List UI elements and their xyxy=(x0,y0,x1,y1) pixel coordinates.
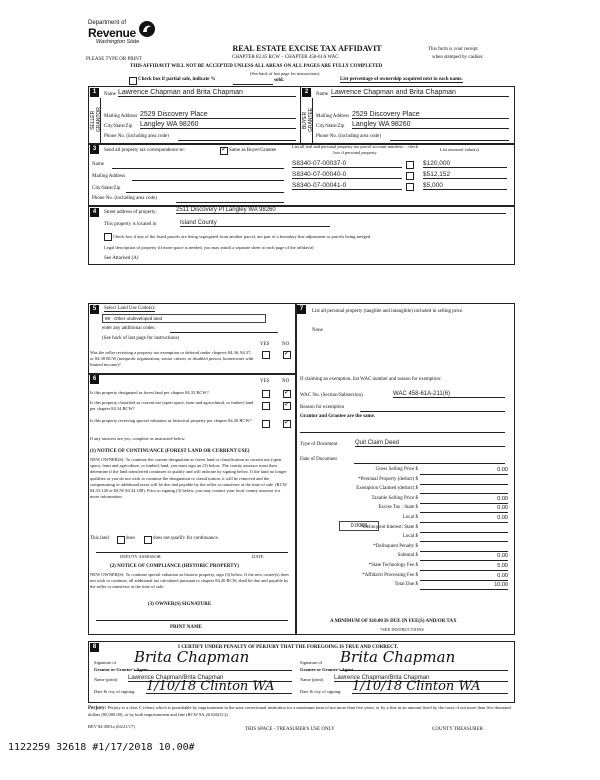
seller-city-label: City/State/Zip xyxy=(104,124,133,129)
tax-row-label: *State Technology Fee $ xyxy=(368,563,418,568)
partial-sale-label: Check box if partial sale, indicate % xyxy=(138,77,216,82)
grantor-date-city[interactable]: 1/10/18 Clinton WA xyxy=(146,680,292,694)
q-current-use: Is this property classified as current use (open space, farm and agricultural, or timber) land per chapter 84.34 RCW? xyxy=(90,400,254,411)
minimum-note: A MINIMUM OF $10.00 IS DUE IN FEE(S) AND/OR TAX xyxy=(330,619,457,624)
tax-row-value[interactable] xyxy=(420,544,508,552)
grantor-name-label: Name (print) xyxy=(94,677,118,682)
tax-row-label: *Personal Property (deduct) $ xyxy=(358,476,418,482)
local-rate-field[interactable]: 0.0050 xyxy=(339,521,379,531)
treasurer-space: THIS SPACE - TREASURER'S USE ONLY xyxy=(245,727,335,732)
tax-row-label: Taxable Selling Price $ xyxy=(371,495,418,501)
section-4-number: 4 xyxy=(90,208,99,217)
receipt-note-2: when stamped by cashier. xyxy=(432,55,484,60)
forest-yes-checkbox[interactable] xyxy=(262,390,270,398)
seller-side-rule xyxy=(100,98,101,143)
dor-logo xyxy=(88,20,166,54)
grantor-sig-line xyxy=(134,670,292,671)
seller-name-label: Name xyxy=(104,92,116,97)
same-as-buyer-checkbox[interactable] xyxy=(220,147,228,155)
seller-address[interactable]: 2529 Discovery Place xyxy=(140,111,296,119)
tax-row-label: Local $ xyxy=(402,515,418,520)
receipt-note-1: This form is your receipt xyxy=(428,47,478,52)
s6-no-header: NO xyxy=(282,379,290,384)
does-checkbox[interactable] xyxy=(117,536,125,544)
doc-date-line xyxy=(354,463,505,464)
personal-property-checkbox[interactable] xyxy=(406,161,414,169)
located-label: This property is located in xyxy=(104,222,157,227)
personal-property-label: List all personal property (tangible and intangible) included in selling price. xyxy=(312,309,464,314)
seller-buyer-divider xyxy=(300,86,301,143)
section-5-number: 5 xyxy=(90,305,99,314)
does-not-label: does not qualify for continuance. xyxy=(153,536,219,541)
seller-city[interactable]: Langley WA 98260 xyxy=(140,121,296,129)
reason-line xyxy=(360,411,505,412)
seller-side-label: SELLER GRANTOR xyxy=(90,107,102,133)
assessed-value[interactable]: $120,000 xyxy=(423,160,507,168)
tax-row-label: Local $ xyxy=(402,534,418,540)
section-6-box xyxy=(88,373,297,635)
exempt-no-checkbox[interactable] xyxy=(283,351,291,359)
current-use-yes-checkbox[interactable] xyxy=(262,402,270,410)
land-use-select[interactable]: 99 - Other undeveloped land xyxy=(102,314,266,323)
warning-line: THIS AFFIDAVIT WILL NOT BE ACCEPTED UNLESS ALL AREAS ON ALL PAGES ARE FULLY COMPLETED xyxy=(130,64,383,69)
same-as-buyer-label: Same as Buyer/Grantee xyxy=(229,148,277,153)
exempt-yes-checkbox[interactable] xyxy=(262,351,270,359)
s3-address-line xyxy=(132,180,284,181)
grantor-signature[interactable]: Brita Chapman xyxy=(134,648,250,666)
assessor-date-label: DATE xyxy=(252,554,264,559)
notice-2-body: NEW OWNER(S): To continue special valuation as historic property, sign (3) below. If the new owner(s) does not wish to continue, all additional tax calculated pursuant to chapter 84.26 RCW, shall be due and payable by the seller or transferor at the time of sale. xyxy=(90,572,289,590)
does-not-checkbox[interactable] xyxy=(144,536,152,544)
exemption-label: If claiming an exemption, list WAC number and reason for exemption: xyxy=(300,377,442,382)
tax-row-label: Subtotal $ xyxy=(397,553,418,559)
s3-city-label: City/State/Zip xyxy=(92,186,121,191)
tax-row-label: *Delinquent Penalty $ xyxy=(373,543,418,549)
buyer-side-label: BUYER GRANTEE xyxy=(302,107,314,133)
grantor-sig-label-2: Grantor or Grantor's Agent xyxy=(94,667,148,672)
rev-code: REV 84 0001a (04/21/17) xyxy=(88,724,135,729)
segregated-label: Check box if any of the listed parcels are being segregated from another parcel, are part of a boundary line adjustment or parcels being merged. xyxy=(113,234,372,239)
owner-signature-label: (3) OWNER(S) SIGNATURE xyxy=(148,602,212,607)
personal-property-checkbox[interactable] xyxy=(406,172,414,180)
grantor-name[interactable]: Lawrence Chapman/Brita Chapman xyxy=(128,675,292,682)
logo-revenue: Revenue xyxy=(88,26,136,40)
values-header: List assessed value(s) xyxy=(440,147,479,152)
grantee-sig-label: Signature of xyxy=(300,660,323,665)
certify-statement: I CERTIFY UNDER PENALTY OF PERJURY THAT THE FOREGOING IS TRUE AND CORRECT. xyxy=(178,645,399,650)
tax-row-label: Excise Tax : State $ xyxy=(378,505,418,511)
grantor-sig-label: Signature of xyxy=(94,660,117,665)
notice-1-body: NEW OWNER(S): To continue the current designation as forest land or classification as current use (open space, farm and agriculture, or timber) land, you must sign on (3) below. The county assessor must then determine if the land transferred continues to qualify and will indicate by signing below. If the land no longer qualifies or you do not wish to continue the designation or classification, it will be removed and the compensating or additional taxes will be due and payable by the seller or transferor at the time of sale. (RCW 84.33.140 or RCW 84.34.108). Prior to signing (3) below, you may contact your local county assessor for more information. xyxy=(90,457,287,500)
tax-row-value[interactable] xyxy=(420,525,508,533)
grantee-sig-label-2: Grantee or Grantee's Agent xyxy=(300,667,354,672)
section-2-number: 2 xyxy=(302,88,311,97)
see-instructions-note: *SEE INSTRUCTIONS xyxy=(380,627,424,632)
send-label: Send all property tax correspondence to: xyxy=(104,148,185,153)
tax-row-value[interactable] xyxy=(420,534,508,542)
street-label: Street address of property: xyxy=(104,210,157,215)
tax-row-value[interactable]: 0.00 xyxy=(420,505,508,513)
personal-property-value: None xyxy=(312,328,323,333)
tax-row-label: *Affidavit Processing Fee $ xyxy=(362,572,418,578)
tax-row-value[interactable]: 0.00 xyxy=(420,496,508,504)
grantee-signature[interactable]: Brita Chapman xyxy=(340,648,456,666)
section-6-number: 6 xyxy=(90,375,99,384)
additional-codes-line xyxy=(170,332,278,333)
does-label: does xyxy=(126,536,136,541)
assessed-value[interactable]: $512,152 xyxy=(423,171,507,179)
notice-1-title: (1) NOTICE OF CONTINUANCE (FOREST LAND OR CURRENT USE) xyxy=(90,449,250,454)
perjury-text: Perjury is a class C felony which is punishable by imprisonment in the state correctional institution for a maximum term of not more than five years, or by a fine in an amount fixed by the court of not more than five thousand dollars ($5,000.00), or by both imprisonment and fine (RCW 9A.20.020(1C)). xyxy=(88,705,511,718)
seller-address-label: Mailing Address xyxy=(104,114,138,119)
county-treasurer: COUNTY TREASURER xyxy=(432,727,483,732)
doc-type-label: Type of Document xyxy=(300,442,338,447)
form-title: REAL ESTATE EXCISE TAX AFFIDAVIT xyxy=(232,44,382,53)
legal-value: See Attached (A) xyxy=(104,256,139,261)
legal-label: Legal description of property (if more space is needed, you may attach a separate sheet to each page of the affidavit) xyxy=(104,245,314,250)
s3-phone-label: Phone No. (including area code) xyxy=(92,196,157,201)
print-name-line xyxy=(96,620,288,621)
historic-yes-checkbox[interactable] xyxy=(262,420,270,428)
if-any-note: If any answers are yes, complete as instructed below. xyxy=(90,436,186,441)
s3-name-line xyxy=(112,168,284,169)
buyer-name[interactable]: Lawrence Chapman and Brita Chapman xyxy=(331,89,509,97)
seller-phone-line xyxy=(178,140,296,141)
section-7-number: 7 xyxy=(297,305,306,314)
buyer-city-label: City/State/Zip xyxy=(316,124,345,129)
partial-sale-checkbox[interactable] xyxy=(129,77,137,85)
tax-row-value[interactable]: 5.00 xyxy=(420,563,508,571)
tax-row-label: Gross Selling Price $ xyxy=(375,467,418,472)
tax-row-label: Exemption Claimed (deduct) $ xyxy=(356,486,418,492)
buyer-phone-line xyxy=(390,140,509,141)
see-back-note: (See back of last page for instructions) xyxy=(102,336,180,341)
notice-2-title: (2) NOTICE OF COMPLIANCE (HISTORIC PROPERTY) xyxy=(110,564,239,569)
perjury-note xyxy=(88,705,513,718)
chapter-line: CHAPTER 82.45 RCW – CHAPTER 458-61A WAC xyxy=(232,55,339,60)
segregated-checkbox[interactable] xyxy=(104,233,112,241)
doc-date-label: Date of Document xyxy=(300,457,337,462)
land-use-label: Select Land Use Code(s): xyxy=(104,306,156,311)
parcel-number[interactable]: S8340-07-00041-0 xyxy=(292,182,402,190)
tax-row-value[interactable]: 10.00 xyxy=(420,582,508,590)
section-1-number: 1 xyxy=(90,88,99,97)
tax-row-value[interactable] xyxy=(420,486,508,494)
tax-row-value[interactable]: 0.00 xyxy=(420,573,508,581)
seller-name[interactable]: Lawrence Chapman and Brita Chapman xyxy=(118,89,296,97)
assessed-value[interactable]: $5,000 xyxy=(423,182,507,190)
reason-label: Reason for exemption xyxy=(300,405,345,410)
logo-dept-line: Department of xyxy=(88,20,127,26)
parcel-number[interactable]: S8340-07-00040-0 xyxy=(292,171,402,179)
buyer-city[interactable]: Langley WA 98260 xyxy=(352,121,509,129)
grantee-name-label: Name (print) xyxy=(300,677,324,682)
buyer-address-label: Mailing Address xyxy=(316,114,350,119)
assessor-sig-line xyxy=(96,552,288,553)
buyer-phone-label: Phone No. (including area code) xyxy=(316,134,381,139)
grantee-date-city[interactable]: 1/10/18 Clinton WA xyxy=(352,680,508,694)
grantor-date-label: Date & city of signing: xyxy=(94,689,136,694)
personal-property-checkbox[interactable] xyxy=(406,183,414,191)
q-historic: Is this property receiving special valuation as historical property per chapter 84.26 RCW? xyxy=(90,418,252,423)
wac-value[interactable]: WAC 458-61A-211(6) xyxy=(393,391,505,398)
seller-phone-label: Phone No. (including area code) xyxy=(104,134,169,139)
grantee-sig-line xyxy=(340,670,508,671)
instructions-note: (See back of last page for instructions) xyxy=(250,71,320,76)
buyer-side-rule xyxy=(312,98,313,143)
s3-name-label: Name xyxy=(92,162,104,167)
buyer-address[interactable]: 2529 Discovery Place xyxy=(352,111,509,119)
this-land-label: This land xyxy=(90,536,109,541)
current-use-no-checkbox[interactable] xyxy=(283,402,291,410)
exempt-question: Was the seller receiving a property tax exemption or deferral under chapters 84.36, 84.37, or 84.38 RCW (nonprofit organization, senior citizen, or disabled person, homeowner with limited income)? xyxy=(90,350,254,367)
additional-codes-label: enter any additional codes: xyxy=(102,326,156,331)
tax-row-value[interactable]: 0.00 xyxy=(420,553,508,561)
state-seal-icon xyxy=(138,20,156,38)
s3-city-line xyxy=(126,192,284,193)
parcel-number[interactable]: S8340-07-00037-0 xyxy=(292,160,402,168)
parcels-header: List all real and personal property tax parcel account numbers – check box if personal property xyxy=(291,144,419,155)
grantee-name[interactable]: Lawrence Chapman/Brita Chapman xyxy=(334,675,508,682)
perjury-title: Perjury: xyxy=(88,706,107,711)
grantee-date-label: Date & city of signing: xyxy=(300,689,342,694)
s5-no-header: NO xyxy=(282,342,290,347)
tax-row-value[interactable]: 0.00 xyxy=(420,467,508,475)
buyer-name-label: Name xyxy=(316,92,328,97)
s3-address-label: Mailing Address xyxy=(92,174,126,179)
doc-type-value[interactable]: Quit Claim Deed xyxy=(355,440,505,447)
s6-yes-header: YES xyxy=(260,379,270,384)
tax-row-value[interactable] xyxy=(420,477,508,485)
deputy-assessor-label: DEPUTY ASSESSOR xyxy=(120,554,161,559)
logo-state: Washington State xyxy=(96,39,140,45)
historic-no-checkbox[interactable] xyxy=(283,420,291,428)
please-type: PLEASE TYPE OR PRINT xyxy=(86,57,142,62)
tax-row-label: Total Due $ xyxy=(394,582,418,588)
s3-phone-line xyxy=(176,202,284,203)
section-3-number: 3 xyxy=(90,145,99,154)
reason-value: Grantor and Grantee are the same. xyxy=(300,414,376,419)
s5-yes-header: YES xyxy=(260,342,270,347)
reason-line-2 xyxy=(300,432,505,433)
ownership-note: List percentage of ownership acquired next to each name. xyxy=(340,77,463,82)
wac-label: WAC No. (Section/Subsection) xyxy=(300,393,363,398)
tax-row-value[interactable]: 0.00 xyxy=(420,515,508,523)
county-value[interactable]: Island County xyxy=(180,220,330,227)
street-address[interactable]: 2511 Discovery Pl Langley WA 98260 xyxy=(176,207,506,214)
section-8-number: 8 xyxy=(90,643,99,652)
print-name-label: PRINT NAME xyxy=(170,625,202,630)
forest-no-checkbox[interactable] xyxy=(283,390,291,398)
sold-label: sold. xyxy=(274,78,284,83)
recording-stamp: 1122259 32618 #1/17/2018 10.00# xyxy=(8,742,195,753)
q-forest: Is this property designated as forest land per chapter 84.33 RCW? xyxy=(90,390,209,395)
partial-percent-line xyxy=(233,84,273,85)
tax-row-label: *Delinquent Interest: State $ xyxy=(360,524,418,530)
